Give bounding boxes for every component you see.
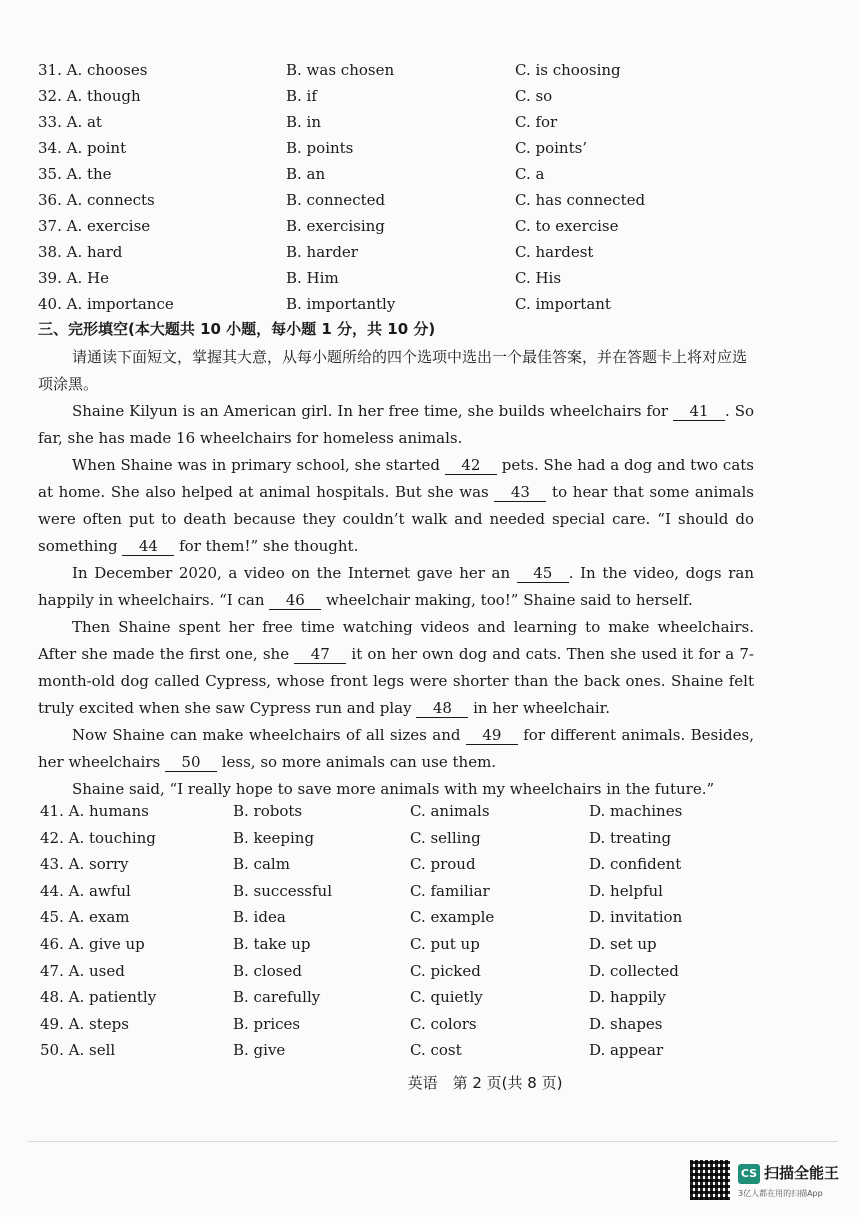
question-row: [0, 1011, 860, 1037]
question-number-and-option-a: 46. A. give up: [40, 935, 145, 953]
question-number-and-option-a: 37. A. exercise: [38, 217, 151, 235]
option-b: B. successful: [233, 881, 333, 900]
option-b: B. in: [286, 113, 322, 131]
question-row: [0, 57, 860, 83]
question-row: [0, 878, 860, 904]
camscanner-logo: CS: [738, 1164, 760, 1184]
question-number-and-option-a: 36. A. connects: [38, 191, 155, 209]
option-d: D. shapes: [589, 1014, 663, 1033]
option-c: C. for: [515, 113, 558, 131]
question-number-and-option-a: 42. A. touching: [40, 828, 156, 847]
option-c: C. has connected: [515, 191, 646, 209]
text: Then Shaine spent her free time watching videos and learning to make wheelchairs. After she made the first one, she: [38, 618, 754, 663]
question-number-and-option-a: 38. A. hard: [38, 243, 123, 261]
blank-47: 47: [294, 645, 346, 664]
divider: [28, 1141, 838, 1142]
section-title: 三、完形填空(本大题共 10 小题，每小题 1 分，共 10 分): [38, 320, 436, 338]
paragraph-3: [38, 560, 754, 614]
question-row: [0, 851, 860, 877]
blank-46: 46: [269, 591, 321, 610]
text: in her wheelchair.: [468, 699, 610, 717]
option-c: C. colors: [410, 1014, 477, 1033]
text: for them!” she thought.: [174, 537, 359, 555]
text: for different animals. Besides, her wheelchairs: [38, 726, 754, 771]
option-c: C. proud: [410, 855, 476, 874]
option-d: D. happily: [589, 988, 666, 1007]
question-number-and-option-a: 32. A. though: [38, 87, 141, 105]
question-row: [0, 135, 860, 161]
question-number-and-option-a: 33. A. at: [38, 113, 102, 131]
question-row: [0, 109, 860, 135]
option-b: B. idea: [233, 908, 286, 927]
question-row: [0, 239, 860, 265]
option-c: C. selling: [410, 828, 481, 847]
option-b: B. an: [286, 165, 326, 183]
blank-42: 42: [445, 456, 497, 475]
question-row: [0, 83, 860, 109]
blank-43: 43: [494, 483, 546, 502]
blank-41: 41: [673, 402, 725, 421]
option-c: C. points’: [515, 139, 588, 157]
question-row: [0, 1037, 860, 1063]
text: it on her own dog and cats. Then she used it for a 7-month-old dog called Cypress, whose front legs were shorter than the back ones. Shaine felt truly excited when she saw Cypress run and play: [38, 645, 754, 717]
question-row: [0, 187, 860, 213]
question-row: [0, 904, 860, 930]
text: In December 2020, a video on the Internet gave her an: [72, 564, 517, 582]
option-b: B. carefully: [233, 988, 321, 1007]
paragraph-2: [38, 452, 754, 560]
option-b: B. if: [286, 87, 317, 105]
question-row: [0, 958, 860, 984]
option-b: B. robots: [233, 802, 303, 820]
question-number-and-option-a: 45. A. exam: [40, 908, 130, 927]
question-number-and-option-a: 47. A. used: [40, 961, 125, 980]
option-c: C. hardest: [515, 243, 594, 261]
option-c: C. a: [515, 165, 545, 183]
option-b: B. connected: [286, 191, 386, 209]
question-number-and-option-a: 44. A. awful: [40, 881, 131, 900]
text: less, so more animals can use them.: [216, 753, 497, 771]
question-number-and-option-a: 31. A. chooses: [38, 61, 148, 79]
option-b: B. keeping: [233, 828, 315, 847]
option-c: C. animals: [410, 802, 490, 820]
option-d: D. invitation: [589, 908, 683, 927]
question-row: [0, 291, 860, 317]
question-number-and-option-a: 43. A. sorry: [40, 855, 129, 874]
option-d: D. machines: [589, 802, 683, 820]
scanner-watermark: [690, 1160, 850, 1204]
option-d: D. helpful: [589, 881, 663, 900]
option-c: C. to exercise: [515, 217, 619, 235]
question-number-and-option-a: 35. A. the: [38, 165, 112, 183]
instructions: 请通读下面短文，掌握其大意，从每小题所给的四个选项中选出一个最佳答案，并在答题卡上将对应选项涂黑。: [38, 348, 748, 393]
option-c: C. familiar: [410, 881, 490, 900]
paragraph-5: [38, 722, 754, 776]
option-b: B. give: [233, 1041, 286, 1060]
text: Shaine said, “I really hope to save more animals with my wheelchairs in the future.”: [72, 780, 715, 798]
option-b: B. harder: [286, 243, 358, 261]
question-number-and-option-a: 49. A. steps: [40, 1014, 129, 1033]
question-row: [0, 825, 860, 851]
question-number-and-option-a: 34. A. point: [38, 139, 127, 157]
option-c: C. is choosing: [515, 61, 621, 79]
text: to hear that some animals were often put to death because they couldn’t walk and needed special care. “I should do something: [38, 483, 754, 555]
question-row: [0, 161, 860, 187]
option-b: B. prices: [233, 1014, 301, 1033]
option-c: C. picked: [410, 961, 481, 980]
question-row: [0, 798, 860, 824]
watermark-name: 扫描全能王: [764, 1164, 840, 1182]
question-row: [0, 931, 860, 957]
option-b: B. Him: [286, 269, 339, 287]
text: Now Shaine can make wheelchairs of all sizes and: [72, 726, 466, 744]
option-b: B. importantly: [286, 295, 396, 313]
blank-50: 50: [165, 753, 217, 772]
question-number-and-option-a: 48. A. patiently: [40, 988, 157, 1007]
option-c: C. important: [515, 295, 611, 313]
question-number-and-option-a: 39. A. He: [38, 269, 109, 287]
question-number-and-option-a: 40. A. importance: [38, 295, 174, 313]
blank-49: 49: [466, 726, 518, 745]
cloze-passage: [38, 398, 754, 803]
option-d: D. appear: [589, 1041, 664, 1060]
blank-48: 48: [416, 699, 468, 718]
text: . In the video, dogs ran happily in wheelchairs. “I can: [38, 564, 754, 609]
watermark-subtitle: 3亿人都在用的扫描App: [738, 1189, 823, 1198]
question-number-and-option-a: 41. A. humans: [40, 802, 149, 820]
option-b: B. points: [286, 139, 354, 157]
page-footer: 英语 第 2 页(共 8 页): [407, 1074, 563, 1092]
blank-44: 44: [122, 537, 174, 556]
text: When Shaine was in primary school, she started: [72, 456, 445, 474]
option-b: B. exercising: [286, 217, 385, 235]
option-c: C. so: [515, 87, 553, 105]
option-d: D. confident: [589, 855, 682, 874]
qr-code-icon: [690, 1160, 730, 1200]
paragraph-1: [38, 398, 754, 452]
option-c: C. example: [410, 908, 495, 927]
text: Shaine Kilyun is an American girl. In her free time, she builds wheelchairs for: [72, 402, 674, 420]
option-b: B. was chosen: [286, 61, 395, 79]
option-d: D. treating: [589, 828, 672, 847]
text: pets. She had a dog and two cats at home. She also helped at animal hospitals. But she was: [38, 456, 754, 501]
blank-45: 45: [517, 564, 569, 583]
option-c: C. quietly: [410, 988, 483, 1007]
question-number-and-option-a: 50. A. sell: [40, 1041, 116, 1060]
option-b: B. take up: [233, 935, 311, 953]
question-row: [0, 213, 860, 239]
option-c: C. cost: [410, 1041, 462, 1060]
paragraph-4: [38, 614, 754, 722]
question-row: [0, 265, 860, 291]
option-d: D. set up: [589, 935, 657, 953]
option-c: C. put up: [410, 935, 480, 953]
question-row: [0, 984, 860, 1010]
text: wheelchair making, too!” Shaine said to herself.: [321, 591, 693, 609]
text: . So far, she has made 16 wheelchairs for homeless animals.: [38, 402, 754, 447]
option-b: B. closed: [233, 961, 302, 980]
option-c: C. His: [515, 269, 562, 287]
option-b: B. calm: [233, 855, 290, 874]
option-d: D. collected: [589, 961, 679, 980]
